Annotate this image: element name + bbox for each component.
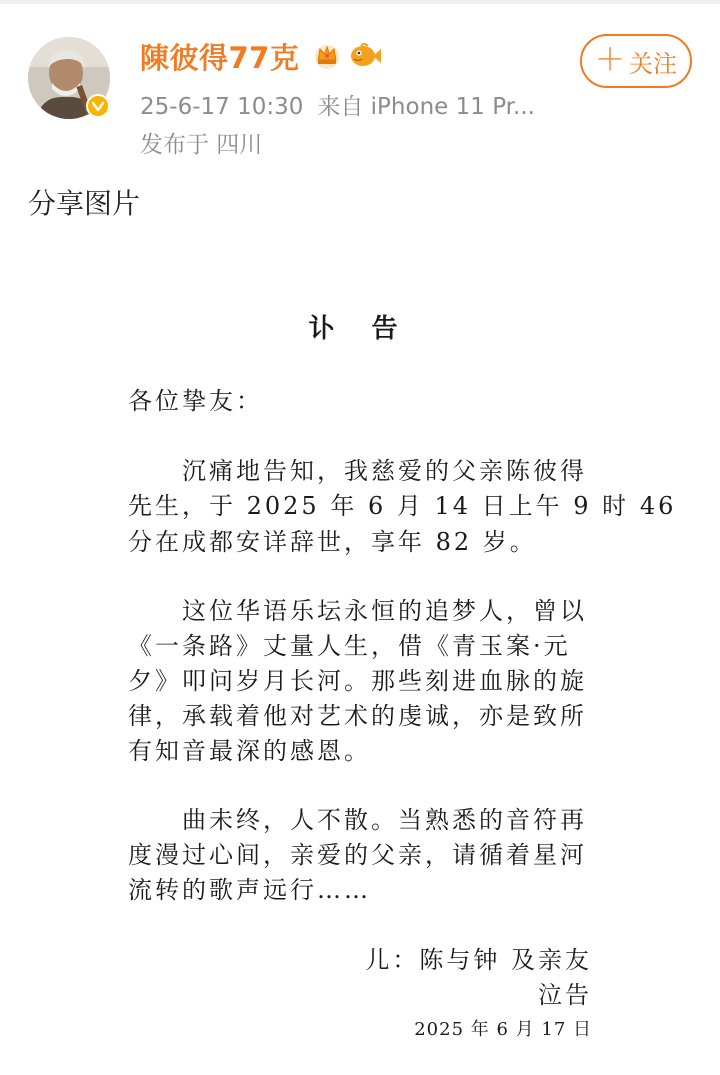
fish-icon xyxy=(348,40,382,74)
notice-greeting: 各位挚友： xyxy=(128,387,263,415)
notice-line: 流转的歌声远行…… xyxy=(128,876,371,904)
plus-icon: ＋ xyxy=(595,43,625,78)
notice-line: 《一条路》丈量人生，借《青玉案·元 xyxy=(128,632,571,660)
post-source[interactable]: 来自 iPhone 11 Pr... xyxy=(317,94,535,120)
notice-date: 2025 年 6 月 17 日 xyxy=(414,1019,592,1040)
notice-line: 律，承载着他对艺术的虔诚，亦是致所 xyxy=(128,702,587,730)
verified-badge-icon xyxy=(86,94,110,118)
notice-line: 有知音最深的感恩。 xyxy=(128,737,371,765)
post-meta xyxy=(140,88,535,121)
username[interactable]: 陳彼得77克 xyxy=(140,41,300,75)
notice-line: 夕》叩问岁月长河。那些刻进血脉的旋 xyxy=(128,667,587,695)
notice-line: 分在成都安详辞世，享年 82 岁。 xyxy=(128,528,537,556)
follow-button[interactable] xyxy=(580,34,692,88)
notice-line: 先生，于 2025 年 6 月 14 日上午 9 时 46 xyxy=(128,492,677,520)
follow-label: 关注 xyxy=(629,49,677,78)
post-text: 分享图片 xyxy=(28,187,141,220)
notice-line: 沉痛地告知，我慈爱的父亲陈彼得 xyxy=(128,457,587,485)
post-location: 发布于 四川 xyxy=(140,132,263,158)
notice-title: 讣 告 xyxy=(308,314,412,344)
top-divider xyxy=(0,0,720,4)
post-timestamp: 25-6-17 10:30 xyxy=(140,94,304,120)
notice-signoff: 泣告 xyxy=(538,981,592,1009)
crown-icon xyxy=(312,40,342,74)
notice-line: 曲未终，人不散。当熟悉的音符再 xyxy=(128,806,587,834)
notice-signature: 儿：陈与钟 及亲友 xyxy=(365,946,592,974)
notice-line: 这位华语乐坛永恒的追梦人，曾以 xyxy=(128,597,587,625)
notice-line: 度漫过心间，亲爱的父亲，请循着星河 xyxy=(128,841,587,869)
